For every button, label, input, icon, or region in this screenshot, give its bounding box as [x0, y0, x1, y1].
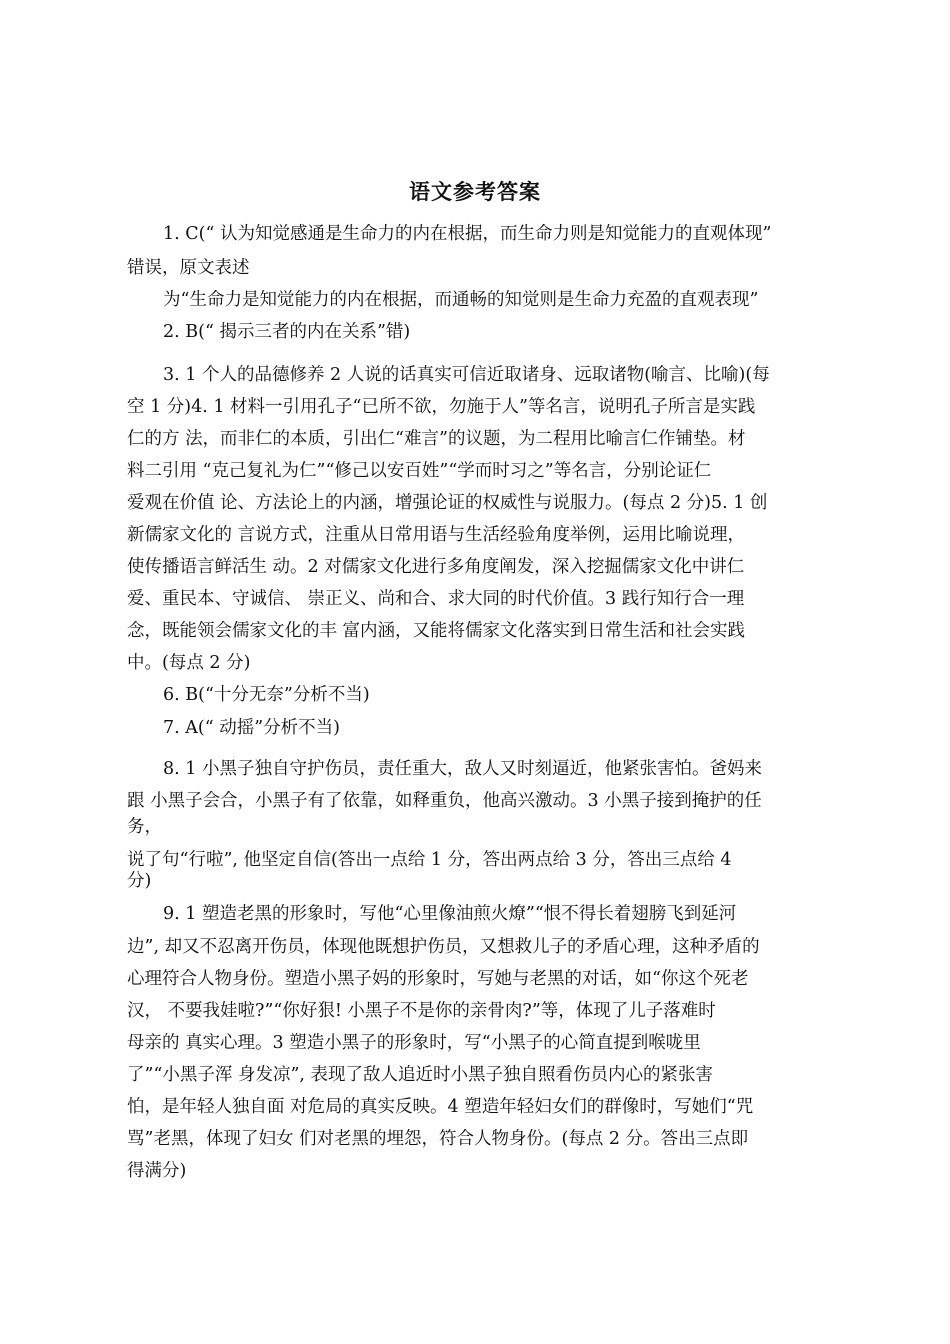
answer-3-5-line-2: 空 1 分)4. 1 材料一引用孔子“已所不欲，勿施于人”等名言，说明孔子所言是实践: [127, 397, 756, 417]
answer-1-line-3: 为“生命力是知觉能力的内在根据，而通畅的知觉则是生命力充盈的直观表现”: [163, 290, 759, 310]
answer-3-5-line-3: 仁的方 法，而非仁的本质，引出仁“难言”的议题，为二程用比喻言仁作铺垫。材: [127, 429, 746, 449]
answer-3-5-line-9: 念，既能领会儒家文化的丰 富内涵，又能将儒家文化落实到日常生活和社会实践: [127, 621, 746, 641]
answer-8-line-3: 务，: [127, 817, 162, 837]
answer-3-5-line-8: 爱、重民本、守诚信、 崇正义、尚和合、求大同的时代价值。3 践行知行合一理: [127, 589, 745, 609]
answer-9-line-1: 9. 1 塑造老黑的形象时，写他“心里像油煎火燎”“恨不得长着翅膀飞到延河: [163, 904, 737, 924]
document-title: 语文参考答案: [409, 179, 541, 204]
answer-9-line-5: 母亲的 真实心理。3 塑造小黑子的形象时，写“小黑子的心简直提到喉咙里: [127, 1033, 701, 1053]
answer-8-line-2: 跟 小黑子会合，小黑子有了依靠，如释重负，他高兴激动。3 小黑子接到掩护的任: [127, 791, 762, 811]
answer-9-line-7: 怕，是年轻人独自面 对危局的真实反映。4 塑造年轻妇女们的群像时，写她们“咒: [127, 1097, 754, 1117]
answer-2-line: 2. B(“ 揭示三者的内在关系”错): [163, 322, 411, 342]
answer-3-5-line-5: 爱观在价值 论、方法论上的内涵，增强论证的权威性与说服力。(每点 2 分)5. 1 创: [127, 493, 768, 513]
answer-9-line-9: 得满分): [127, 1161, 187, 1181]
answer-9-line-4: 汉， 不要我娃啦?”“你好狠! 小黑子不是你的亲骨肉?”等，体现了儿子落难时: [127, 1001, 716, 1021]
answer-3-5-line-10: 中。(每点 2 分): [127, 653, 251, 673]
answer-3-5-line-4: 料二引用 “克己复礼为仁”“修己以安百姓”“学而时习之”等名言，分别论证仁: [127, 461, 712, 481]
answer-8-line-1: 8. 1 小黑子独自守护伤员，责任重大，敌人又时刻逼近，他紧张害怕。爸妈来: [163, 759, 762, 779]
answer-3-5-line-6: 新儒家文化的 言说方式，注重从日常用语与生活经验角度举例，运用比喻说理，: [127, 525, 746, 545]
answer-8-line-5: 分): [127, 871, 152, 891]
answer-9-line-3: 心理符合人物身份。塑造小黑子妈的形象时，写她与老黑的对话，如“你这个死老: [127, 969, 749, 989]
answer-8-line-4: 说了句“行啦”, 他坚定自信(答出一点给 1 分，答出两点给 3 分，答出三点给 4: [127, 850, 732, 870]
answer-1-line-1: 1. C(“ 认为知觉感通是生命力的内在根据，而生命力则是知觉能力的直观体现”: [163, 224, 772, 244]
answer-9-line-6: 了”“小黑子浑 身发凉”, 表现了敌人追近时小黑子独自照看伤员内心的紧张害: [127, 1065, 714, 1085]
answer-9-line-8: 骂”老黑，体现了妇女 们对老黑的埋怨，符合人物身份。(每点 2 分。答出三点即: [127, 1129, 749, 1149]
answer-1-line-2: 错误，原文表述: [127, 258, 250, 278]
answer-6-line: 6. B(“十分无奈”分析不当): [163, 685, 370, 705]
answer-9-line-2: 边”, 却又不忍离开伤员，体现他既想护伤员，又想救儿子的矛盾心理，这种矛盾的: [127, 937, 760, 957]
answer-3-5-line-7: 使传播语言鲜活生 动。2 对儒家文化进行多角度阐发，深入挖掘儒家文化中讲仁: [127, 557, 745, 577]
answer-7-line: 7. A(“ 动摇”分析不当): [163, 718, 341, 738]
answer-3-5-line-1: 3. 1 个人的品德修养 2 人说的话真实可信近取诸身、远取诸物(喻言、比喻)(每: [163, 365, 770, 385]
